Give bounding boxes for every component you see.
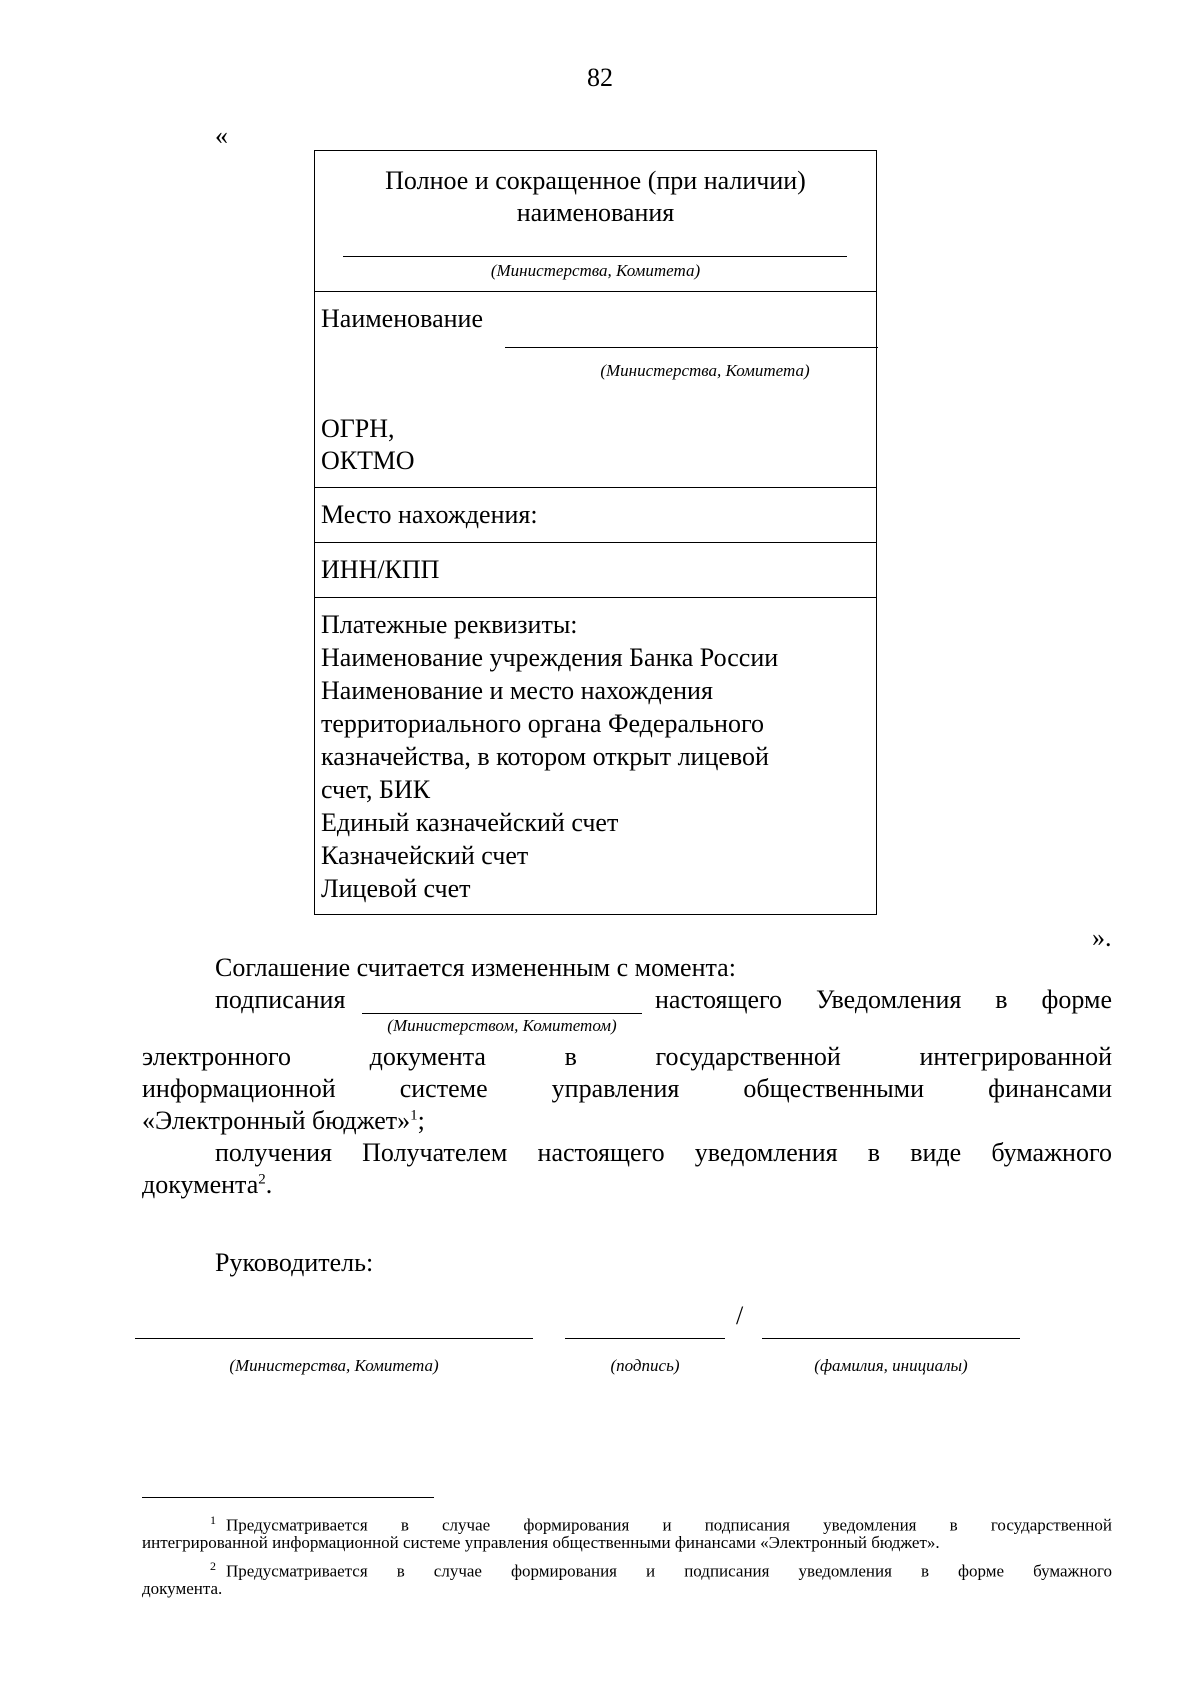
footnote-ref-1: 1 [410,1107,418,1124]
body-line-4 [142,1105,425,1137]
org-signature-line [135,1338,533,1339]
footnote-1-line-2: интегрированной информационной системе управления общественными финансами «Электронный бюджет». [142,1533,940,1552]
body-line-4-end: ; [417,1106,425,1135]
payment-line: казначейства, в котором открыт лицевой [321,742,769,771]
payment-line: Платежные реквизиты: [321,610,578,639]
open-quote: « [215,121,228,150]
caption-sign: (подпись) [610,1356,680,1375]
para2-line-2 [142,1169,272,1201]
payment-line: Казначейский счет [321,841,529,870]
divider-3 [315,542,876,543]
footnote-1-mark: 1 [210,1513,216,1527]
box-header-line1: Полное и сокращенное (при наличии) [385,166,806,195]
footnote-2-mark: 2 [210,1559,216,1573]
para2-line-2-end: . [265,1170,273,1199]
signing-caption: (Министерством, Комитетом) [387,1016,617,1035]
body-line-3: информационной системе управления общественными финансами [142,1074,1112,1103]
body-line-2: электронного документа в государственной интегрированной [142,1042,1112,1071]
footnote-2-line-2: документа. [142,1579,223,1598]
payment-line: счет, БИК [321,775,431,804]
oktmo-label: ОКТМО [321,446,415,475]
footnote-separator [142,1497,434,1498]
signature-slash: / [736,1301,744,1330]
payment-line: Наименование учреждения Банка России [321,643,779,672]
caption-name: (фамилия, инициалы) [814,1356,968,1375]
para2-line-1: получения Получателем настоящего уведомления в виде бумажного [215,1138,1112,1167]
signing-underline [362,1013,642,1014]
body-line-4-text: «Электронный бюджет» [142,1106,411,1135]
box-header-line2: наименования [516,198,675,227]
sign-line [565,1338,725,1339]
footnote-2-text: Предусматривается в случае формирования и подписания уведомления в форме бумажного [226,1561,1112,1581]
divider-4 [315,597,876,598]
header-caption: (Министерства, Комитета) [490,261,701,280]
header-underline [343,256,847,257]
caption-org: (Министерства, Комитета) [229,1356,439,1375]
footnote-ref-2: 2 [258,1171,266,1188]
footnote-2-line-1 [210,1556,1112,1582]
name-signature-line [762,1338,1020,1339]
signing-rest: настоящего Уведомления в форме [655,985,1112,1014]
location-label: Место нахождения: [321,500,538,529]
close-quote: ». [1092,923,1112,952]
intro-text: Соглашение считается измененным с момента: [215,953,736,982]
divider-1 [315,291,876,292]
inn-kpp-label: ИНН/КПП [321,555,440,584]
page-number: 82 [587,63,613,92]
name-underline [505,347,878,348]
payment-line: Лицевой счет [321,874,471,903]
signing-word: подписания [215,985,346,1014]
payment-line: Наименование и место нахождения [321,676,713,705]
ogrn-label: ОГРН, [321,414,395,443]
payment-line: Единый казначейский счет [321,808,619,837]
head-label: Руководитель: [215,1248,374,1277]
name-caption: (Министерства, Комитета) [600,361,810,380]
divider-2 [315,487,876,488]
name-label: Наименование [321,304,483,333]
payment-line: территориального органа Федерального [321,709,764,738]
footnote-1-text: Предусматривается в случае формирования и подписания уведомления в государственной [226,1515,1112,1535]
requisites-box [314,150,877,915]
para2-line-2-text: документа [142,1170,259,1199]
